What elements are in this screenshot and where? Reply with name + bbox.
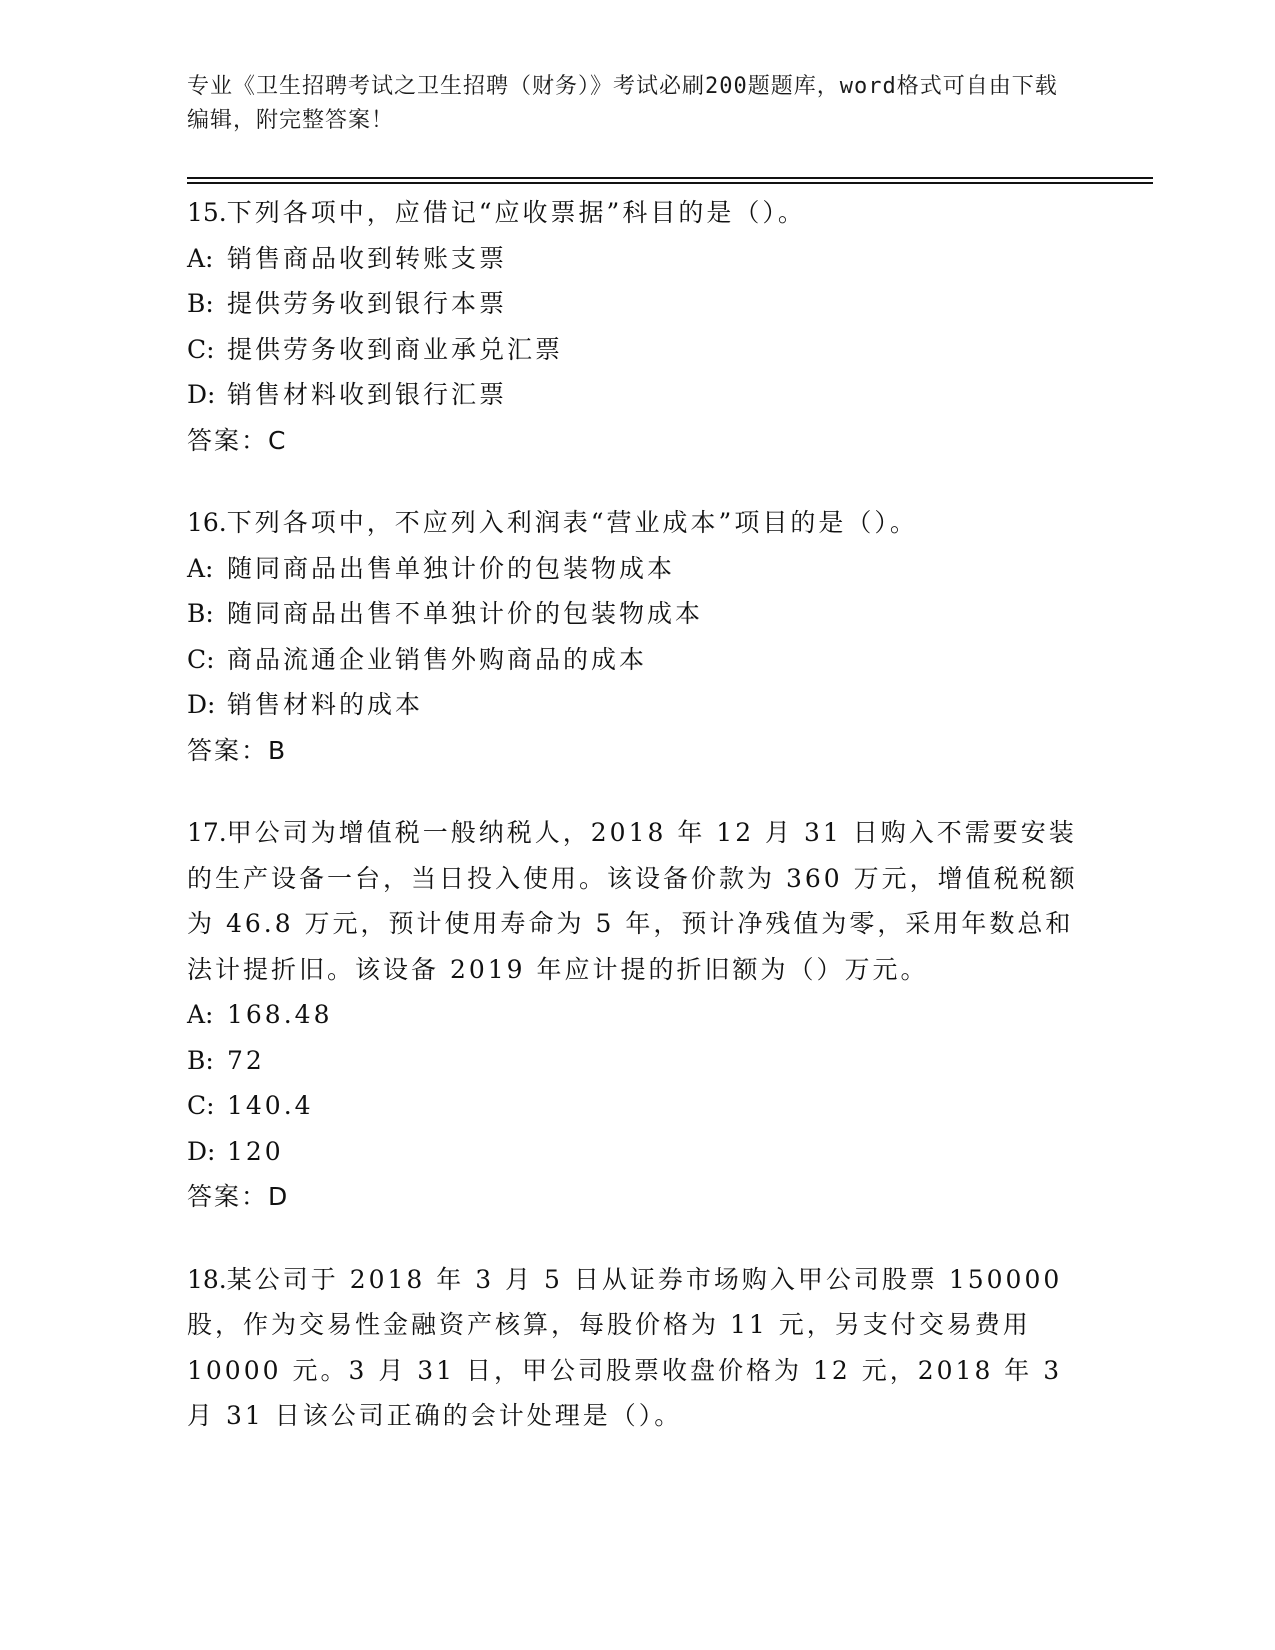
option-text: 72 (227, 1045, 265, 1075)
answer-line: 答案：B (187, 735, 288, 765)
option-a (187, 236, 1087, 282)
option-c (187, 327, 1087, 373)
question-number: 15. (187, 198, 227, 227)
question-text: 甲公司为增值税一般纳税人，2018 年 12 月 31 日购入不需要安装的生产设备一台，当日投入使用。该设备价款为 360 万元，增值税税额为 46.8 万元，预计使用寿命为 5 年，预计净残值为零，采用年数总和法计提折旧。该设备 2019 年应计提的折旧额为（）万元。 (187, 818, 1078, 984)
option-key: A: (187, 243, 214, 273)
document-header: 专业《卫生招聘考试之卫生招聘（财务）》考试必刷200题题库，word格式可自由下载编辑，附完整答案！ (187, 74, 1058, 133)
question-number: 18. (187, 1264, 227, 1294)
option-d (187, 1129, 1087, 1175)
option-c (187, 1083, 1087, 1129)
option-text: 随同商品出售不单独计价的包装物成本 (227, 599, 704, 628)
option-a (187, 992, 1087, 1038)
option-key: B: (187, 289, 214, 318)
option-key: A: (187, 1000, 214, 1029)
option-key: C: (187, 334, 215, 364)
option-key: D: (187, 1136, 216, 1166)
option-text: 168.48 (227, 1000, 333, 1029)
question-number: 17. (187, 818, 227, 847)
option-c (187, 637, 1087, 683)
option-key: C: (187, 644, 215, 674)
question-stem (187, 500, 1087, 546)
option-d (187, 372, 1087, 418)
header-divider-bottom (187, 182, 1153, 184)
question-number: 16. (187, 508, 227, 537)
question-17 (187, 810, 1087, 1220)
header-divider-top (187, 177, 1153, 179)
answer-line: 答案：D (187, 1182, 290, 1211)
question-stem (187, 190, 1087, 236)
option-text: 提供劳务收到商业承兑汇票 (227, 334, 564, 364)
question-stem (187, 1257, 1087, 1439)
option-key: D: (187, 380, 216, 409)
question-stem (187, 810, 1087, 992)
option-text: 随同商品出售单独计价的包装物成本 (227, 553, 676, 583)
option-text: 销售材料收到银行汇票 (227, 380, 508, 409)
option-key: A: (187, 553, 214, 583)
option-a (187, 546, 1087, 592)
question-15 (187, 190, 1087, 463)
option-b (187, 1038, 1087, 1084)
answer-line: 答案：C (187, 425, 288, 455)
option-text: 销售商品收到转账支票 (227, 243, 508, 273)
option-text: 140.4 (227, 1091, 314, 1120)
question-list (187, 190, 1087, 1476)
option-text: 销售材料的成本 (227, 690, 424, 719)
question-text: 下列各项中，应借记“应收票据”科目的是（）。 (226, 198, 806, 227)
option-key: B: (187, 1045, 214, 1075)
option-text: 商品流通企业销售外购商品的成本 (227, 644, 648, 674)
option-d (187, 682, 1087, 728)
question-16 (187, 500, 1087, 773)
option-b (187, 591, 1087, 637)
question-18 (187, 1257, 1087, 1439)
option-text: 提供劳务收到银行本票 (227, 289, 508, 318)
question-text: 下列各项中，不应列入利润表“营业成本”项目的是（）。 (226, 508, 918, 537)
option-text: 120 (227, 1136, 284, 1166)
option-key: B: (187, 599, 214, 628)
option-key: D: (187, 690, 216, 719)
question-text: 某公司于 2018 年 3 月 5 日从证券市场购入甲公司股票 150000 股，作为交易性金融资产核算，每股价格为 11 元，另支付交易费用 10000 元。3 月 31 日，甲公司股票收盘价格为 12 元，2018 年 3 月 31 日该公司正确的会计处理是（）。 (187, 1264, 1063, 1430)
option-b (187, 281, 1087, 327)
option-key: C: (187, 1091, 215, 1120)
